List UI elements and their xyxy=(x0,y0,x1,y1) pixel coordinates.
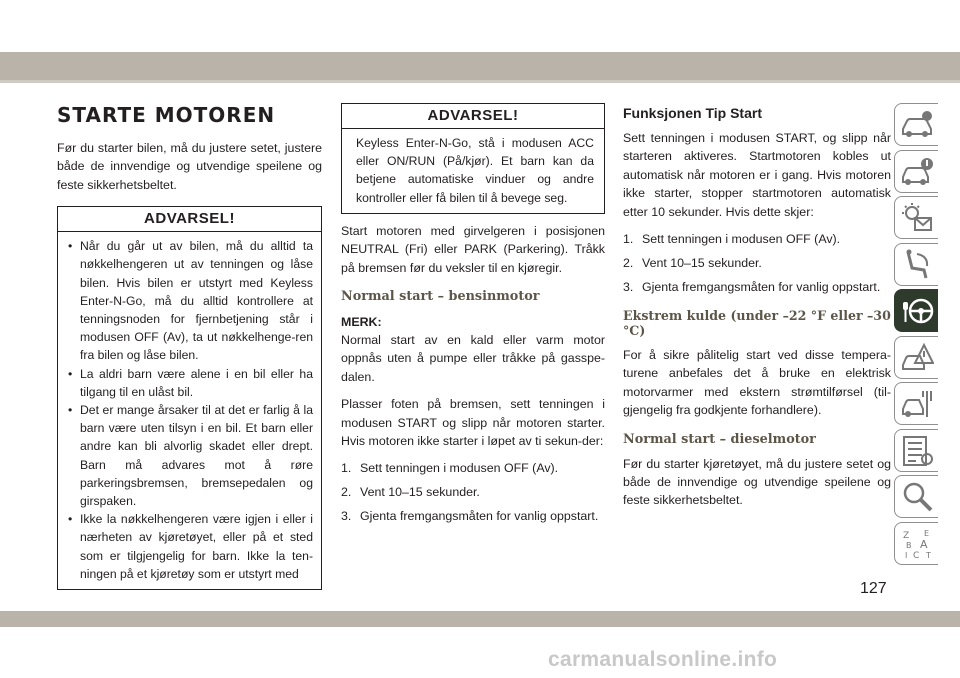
cold-paragraph: For å sikre pålitelig start ved disse tempera-turene anbefales det å bruke en elektrisk motorvarmer med ekstern strømtilførsel (til-gjengelig fra godkjente forhandlere). xyxy=(623,348,891,418)
diesel-paragraph: Før du starter kjøretøyet, må du justere setet og både de innvendige og utvendige speilene og feste sikkerhetsbeltet. xyxy=(623,456,891,508)
step-item: 3. Gjenta fremgangsmåten for vanlig oppstart. xyxy=(623,280,881,295)
intro-paragraph: Før du starter bilen, må du justere setet, justere både de innvendige og utvendige speilene og feste sikkerhetsbeltet. xyxy=(57,141,322,192)
step-item: 2. Vent 10–15 sekunder. xyxy=(341,485,480,500)
tab-maintenance[interactable] xyxy=(894,382,938,425)
column-2 xyxy=(341,103,605,531)
light-message-icon xyxy=(900,201,934,235)
note-text: Normal start av en kald eller varm motor oppnås uten å pumpe eller tråkke på gasspe-dalen. xyxy=(341,333,605,384)
header-band xyxy=(0,52,960,80)
seat-airbag-icon xyxy=(900,248,934,282)
start-paragraph: Start motoren med girvelgeren i posisjonen NEUTRAL (Fri) eller PARK (Parkering). Tråkk på bremsen før du veksler til en kjøregir. xyxy=(341,223,605,275)
svg-text:T: T xyxy=(926,550,931,560)
footer-band xyxy=(0,611,960,627)
tab-starting-driving[interactable] xyxy=(894,289,938,332)
steps-list xyxy=(623,230,891,296)
tab-technical-specs[interactable] xyxy=(894,429,938,472)
warning-triangle-car-icon xyxy=(900,341,934,375)
svg-text:C: C xyxy=(913,550,920,561)
chapter-tabs xyxy=(894,103,938,568)
instruction-paragraph: Plasser foten på bremsen, sett tenningen i modusen START og slipp når motoren starter. Hvis motoren ikke starter i løpet av ti sekun-der: xyxy=(341,397,605,449)
search-icon xyxy=(900,480,934,514)
warning-item: • La aldri barn være alene i en bil eller ha tilgang til en ulåst bil. xyxy=(66,365,313,401)
tab-index[interactable] xyxy=(894,522,938,565)
page-title: STARTE MOTOREN xyxy=(57,103,276,127)
svg-text:A: A xyxy=(920,537,928,551)
car-tools-icon xyxy=(900,387,934,421)
warning-item: • Ikke la nøkkelhengeren være igjen i eller i nærheten av kjøretøyet, eller på et sted som er tilgjengelig for barn. Ikke la ten-ningen på et kjøretøy som er utstyrt med xyxy=(66,510,313,583)
watermark: carmanualsonline.info xyxy=(548,648,778,671)
note-label: MERK: xyxy=(341,315,382,330)
key-steering-wheel-icon xyxy=(900,294,934,328)
page-number: 127 xyxy=(860,580,887,597)
warning-body xyxy=(58,231,321,589)
warning-text: Keyless Enter-N-Go, stå i modusen ACC eller ON/RUN (På/kjør). Et barn kan da betjene automatiske vinduer og andre kontroller eller få bilen til å bevege seg. xyxy=(342,128,604,213)
section-heading-tip-start: Funksjonen Tip Start xyxy=(623,105,762,121)
tab-car-info[interactable] xyxy=(894,103,938,146)
tab-search[interactable] xyxy=(894,475,938,518)
warning-box-1 xyxy=(57,206,322,590)
step-item: 2. Vent 10–15 sekunder. xyxy=(623,256,762,271)
checklist-icon xyxy=(900,434,934,468)
step-item: 1. Sett tenningen i modusen OFF (Av). xyxy=(623,232,841,247)
section-heading-petrol: Normal start – bensinmotor xyxy=(341,289,540,305)
car-alert-icon xyxy=(900,155,934,189)
svg-text:I: I xyxy=(905,550,908,560)
car-info-icon xyxy=(900,108,934,142)
svg-text:B: B xyxy=(906,540,912,550)
column-3 xyxy=(623,100,891,519)
tip-paragraph: Sett tenningen i modusen START, og slipp når starteren aktiveres. Startmotoren kobles ut automatisk når motoren er i gang. Hvis motoren ikke starter, stopper startmotoren automatisk etter 10 sekunder. Hvis dette skjer: xyxy=(623,131,891,219)
alphabet-index-icon xyxy=(900,527,934,561)
steps-list xyxy=(341,459,605,525)
warning-box-2 xyxy=(341,103,605,214)
warning-item: • Det er mange årsaker til at det er farlig å la barn være uten tilsyn i en bil. Et barn eller andre kan bli alvorlig skadet eller drept. Barn må advares mot å røre parkeringsbremsen, bremsepedalen og girspaken. xyxy=(66,401,313,510)
svg-text:Z: Z xyxy=(903,530,910,541)
tab-safety[interactable] xyxy=(894,243,938,286)
warning-heading: ADVARSEL! xyxy=(427,107,519,124)
column-1 xyxy=(57,100,322,590)
section-heading-diesel: Normal start – dieselmotor xyxy=(623,431,816,447)
step-item: 3. Gjenta fremgangsmåten for vanlig oppstart. xyxy=(341,509,599,524)
step-item: 1. Sett tenningen i modusen OFF (Av). xyxy=(341,461,559,476)
header-rule xyxy=(0,80,960,83)
warning-item: • Når du går ut av bilen, må du alltid ta nøkkelhengeren ut av tenningen og låse bilen. Hvis bilen er utstyrt med Keyless Enter-N-Go, må du alltid kontrollere at tenningsnoden for fjernbetjening står i modusen OFF (Av), ta ut nøkkelhenge-ren fra bilen og låse bilen. xyxy=(66,237,313,364)
warning-heading: ADVARSEL! xyxy=(144,210,235,228)
tab-lights-messages[interactable] xyxy=(894,196,938,239)
tab-car-alert[interactable] xyxy=(894,150,938,193)
tab-emergency[interactable] xyxy=(894,336,938,379)
section-heading-cold: Ekstrem kulde (under –22 °F eller –30 °C) xyxy=(623,308,891,339)
svg-text:E: E xyxy=(924,528,930,538)
